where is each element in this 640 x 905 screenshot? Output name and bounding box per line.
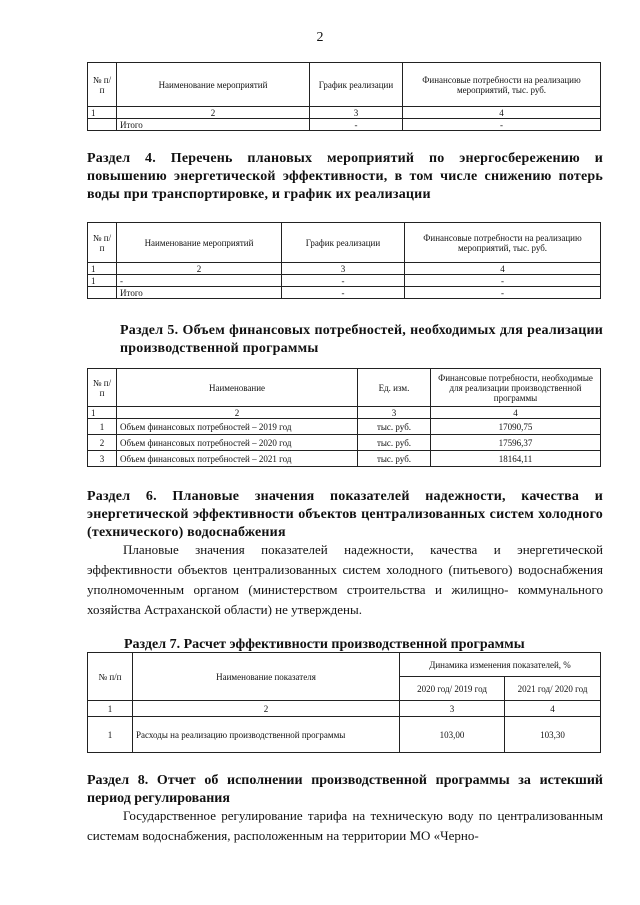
num-cell: 2	[117, 263, 282, 275]
row-cell: -	[282, 275, 405, 287]
num-cell: 1	[88, 407, 117, 419]
col-header-name: Наименование мероприятий	[117, 63, 310, 107]
section5-title: Раздел 5. Объем финансовых потребностей, необходимых для реализации производственной программы	[120, 323, 603, 356]
table-section7	[87, 652, 601, 753]
section8-text: Государственное регулирование тарифа на техническую воду по централизованным системам водоснабжения, расположенным на территории МО «Черно-	[87, 808, 603, 843]
row-num: 2	[88, 435, 117, 451]
row-num: 3	[88, 451, 117, 467]
num-cell: 4	[403, 107, 601, 119]
num-cell: 3	[358, 407, 431, 419]
col-header-schedule: График реализации	[282, 223, 405, 263]
col-header-2020-2019: 2020 год/ 2019 год	[400, 677, 505, 701]
total-cell: -	[310, 119, 403, 131]
row-value-2021: 103,30	[505, 717, 601, 753]
row-num: 1	[88, 717, 133, 753]
num-cell: 2	[133, 701, 400, 717]
num-cell: 1	[88, 107, 117, 119]
row-name: Объем финансовых потребностей – 2019 год	[117, 419, 358, 435]
row-name: -	[117, 275, 282, 287]
total-cell: -	[282, 287, 405, 299]
col-header-name: Наименование мероприятий	[117, 223, 282, 263]
row-name: Расходы на реализацию производственной программы	[133, 717, 400, 753]
total-label: Итого	[117, 119, 310, 131]
num-cell: 4	[405, 263, 601, 275]
col-header-schedule: График реализации	[310, 63, 403, 107]
num-cell: 2	[117, 107, 310, 119]
row-value: 17596,37	[431, 435, 601, 451]
row-value-2020: 103,00	[400, 717, 505, 753]
row-name: Объем финансовых потребностей – 2021 год	[117, 451, 358, 467]
row-unit: тыс. руб.	[358, 435, 431, 451]
col-header-finance: Финансовые потребности на реализацию мероприятий, тыс. руб.	[403, 63, 601, 107]
num-cell: 1	[88, 701, 133, 717]
total-cell: -	[405, 287, 601, 299]
section7-title: Раздел 7. Расчет эффективности производственной программы	[124, 637, 525, 652]
col-header-num: № п/п	[88, 63, 117, 107]
page-number: 2	[316, 30, 324, 45]
num-cell: 3	[400, 701, 505, 717]
row-num: 1	[88, 275, 117, 287]
section6-title: Раздел 6. Плановые значения показателей надежности, качества и энергетической эффективности объектов централизованных систем холодного (технического) водоснабжения	[87, 489, 603, 540]
table-section5	[87, 368, 601, 467]
row-unit: тыс. руб.	[358, 451, 431, 467]
row-num: 1	[88, 419, 117, 435]
num-cell: 4	[505, 701, 601, 717]
col-header-num: № п/п	[88, 223, 117, 263]
total-cell: -	[403, 119, 601, 131]
row-value: 18164,11	[431, 451, 601, 467]
num-cell: 4	[431, 407, 601, 419]
section6-text: Плановые значения показателей надежности, качества и энергетической эффективности объектов централизованных систем холодного (питьевого) водоснабжения уполномоченным органом (министерством строительства и жилищно- коммунального хозяйства Астраханской области) не утверждены.	[87, 542, 603, 617]
col-header-finance: Финансовые потребности на реализацию мероприятий, тыс. руб.	[405, 223, 601, 263]
col-header-num: № п/п	[88, 369, 117, 407]
col-header-num: № п/п	[88, 653, 133, 701]
section8-title: Раздел 8. Отчет об исполнении производственной программы за истекший период регулирования	[87, 773, 603, 806]
table-section4	[87, 222, 601, 299]
num-cell: 3	[310, 107, 403, 119]
num-cell: 2	[117, 407, 358, 419]
row-name: Объем финансовых потребностей – 2020 год	[117, 435, 358, 451]
table-activities-top	[87, 62, 601, 131]
section4-title: Раздел 4. Перечень плановых мероприятий по энергосбережению и повышению энергетической эффективности, в том числе снижению потерь воды при транспортировке, и график их реализации	[87, 151, 603, 202]
col-header-finance: Финансовые потребности, необходимые для реализации производственной программы	[431, 369, 601, 407]
col-header-group: Динамика изменения показателей, %	[400, 653, 601, 677]
num-cell: 1	[88, 263, 117, 275]
row-cell: -	[405, 275, 601, 287]
col-header-unit: Ед. изм.	[358, 369, 431, 407]
col-header-2021-2020: 2021 год/ 2020 год	[505, 677, 601, 701]
total-label: Итого	[117, 287, 282, 299]
row-unit: тыс. руб.	[358, 419, 431, 435]
row-value: 17090,75	[431, 419, 601, 435]
col-header-name: Наименование	[117, 369, 358, 407]
col-header-name: Наименование показателя	[133, 653, 400, 701]
num-cell: 3	[282, 263, 405, 275]
